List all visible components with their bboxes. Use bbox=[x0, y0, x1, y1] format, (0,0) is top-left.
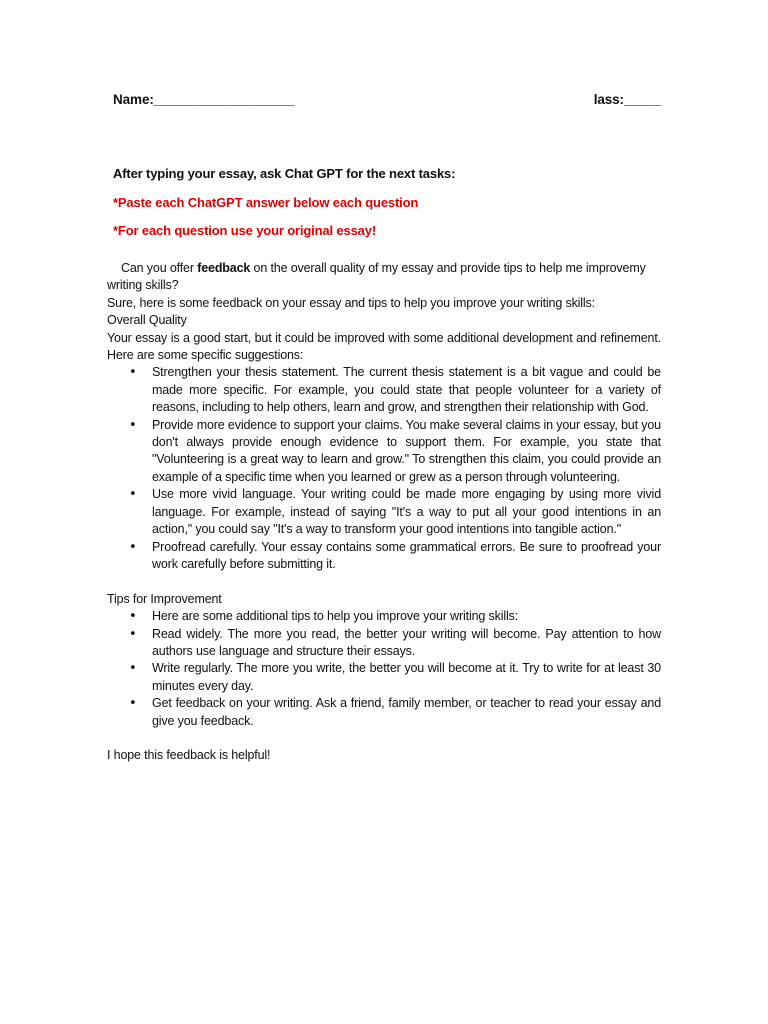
bullet-icon: • bbox=[129, 609, 137, 625]
bullet-icon: • bbox=[129, 539, 137, 555]
question-before: Can you offer bbox=[121, 261, 198, 275]
instructions-block bbox=[113, 166, 673, 239]
answer-intro: Sure, here is some feedback on your essay and tips to help you improve your writing skills: bbox=[107, 295, 595, 310]
tips-list bbox=[107, 608, 661, 730]
list-item-text: Provide more evidence to support your claims. You make several claims in your essay, but you don't always provide enough evidence to support them. For example, you state that "Volunteering is a great way to learn and grow." To strengthen this claim, you could provide an example of a specific time when you learned or grew as a person through volunteering. bbox=[152, 417, 661, 484]
bullet-icon: • bbox=[129, 696, 137, 712]
list-item bbox=[107, 695, 661, 730]
spacer bbox=[107, 730, 661, 747]
bullet-icon: • bbox=[129, 487, 137, 503]
bullet-icon: • bbox=[129, 626, 137, 642]
spacer bbox=[107, 573, 661, 590]
instruction-paste: *Paste each ChatGPT answer below each question bbox=[113, 195, 419, 210]
section-title-tips: Tips for Improvement bbox=[107, 591, 222, 606]
section-title-overall-quality: Overall Quality bbox=[107, 313, 187, 328]
question-bold-word: feedback bbox=[197, 261, 251, 275]
list-item-text: Use more vivid language. Your writing could be made more engaging by using more vivid language. For example, instead of saying "It's a way to put all your good intentions in an action," you could say "It's a way to transform your good intentions into tangible action." bbox=[152, 487, 661, 537]
list-item bbox=[107, 660, 661, 695]
instruction-main: After typing your essay, ask Chat GPT for the next tasks: bbox=[113, 166, 456, 181]
list-item-text: Write regularly. The more you write, the better you will become at it. Try to write for at least 30 minutes every day. bbox=[152, 661, 661, 693]
closing-text: I hope this feedback is helpful! bbox=[107, 748, 271, 763]
instruction-original-essay: *For each question use your original essay! bbox=[113, 223, 377, 238]
list-item-text: Proofread carefully. Your essay contains some grammatical errors. Be sure to proofread your work carefully before submitting it. bbox=[152, 539, 661, 571]
list-item-text: Strengthen your thesis statement. The current thesis statement is a bit vague and could be made more specific. For example, you could state that people volunteer for a variety of reasons, including to help others, learn and grow, and strengthen their relationship with God. bbox=[152, 365, 661, 415]
bullet-icon: • bbox=[129, 417, 137, 433]
list-item-text: Here are some additional tips to help you improve your writing skills: bbox=[152, 609, 519, 624]
overall-quality-list bbox=[107, 364, 661, 573]
list-item-text: Read widely. The more you read, the better your writing will become. Pay attention to how authors use language and structure their essays. bbox=[152, 626, 661, 658]
bullet-icon: • bbox=[129, 365, 137, 381]
class-field: lass:_____ bbox=[593, 92, 661, 107]
list-item-text: Get feedback on your writing. Ask a friend, family member, or teacher to read your essay and give you feedback. bbox=[152, 696, 661, 728]
list-item bbox=[107, 626, 661, 661]
question-after: on the overall quality of my essay and provide tips to help me improvemy writing skills? bbox=[107, 261, 646, 293]
name-field: Name:___________________ bbox=[113, 92, 295, 107]
question-text bbox=[107, 260, 661, 295]
list-item bbox=[107, 417, 661, 487]
chatgpt-response-block bbox=[107, 260, 661, 765]
section-overall-quality-text: Your essay is a good start, but it could be improved with some additional development and refinement. Here are some specific suggestions: bbox=[107, 330, 661, 363]
bullet-icon: • bbox=[129, 661, 137, 677]
list-item bbox=[107, 486, 661, 538]
list-item bbox=[107, 608, 661, 625]
list-item bbox=[107, 364, 661, 416]
list-item bbox=[107, 539, 661, 574]
